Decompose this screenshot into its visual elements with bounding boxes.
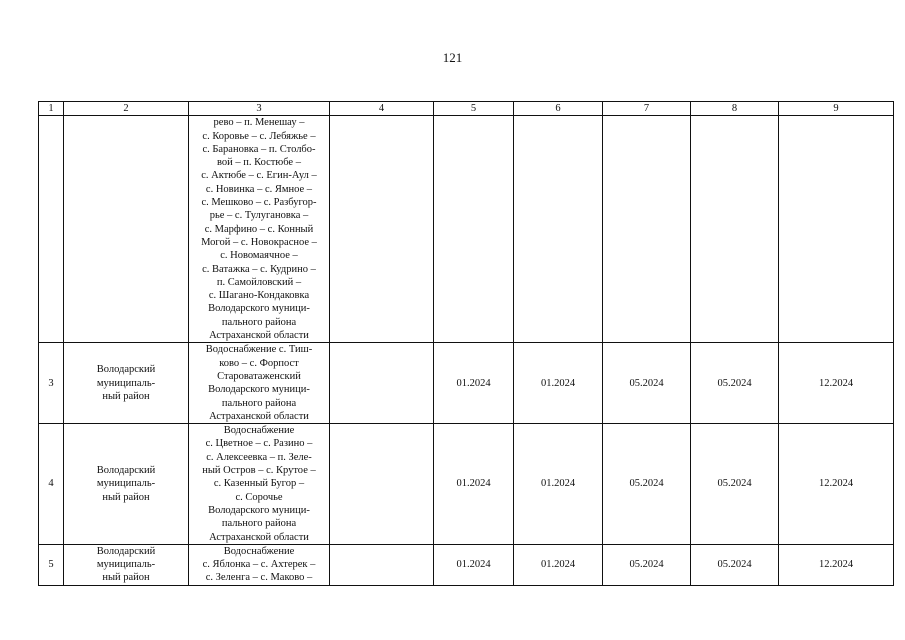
cell-route: Водоснабжение с. Цветное – с. Разино – с. Алексеевка – п. Зеле- ный Остров – с. Крутое – с. Казенный Бугор – с. Сорочье Володарского муници- пального района Астраханской области — [189, 424, 330, 545]
cell-col5: 01.2024 — [434, 544, 514, 585]
page-number: 121 — [442, 50, 463, 65]
column-header-5: 5 — [434, 102, 514, 116]
column-header-4: 4 — [330, 102, 434, 116]
column-header-8: 8 — [691, 102, 779, 116]
cell-num — [39, 116, 64, 343]
table-row — [39, 343, 894, 424]
cell-route: Водоснабжение с. Тиш- ково – с. Форпост Староватаженский Володарского муници- пального района Астраханской области — [189, 343, 330, 424]
cell-col5 — [434, 116, 514, 343]
schedule-table — [38, 101, 894, 586]
cell-col4 — [330, 343, 434, 424]
column-header-1: 1 — [39, 102, 64, 116]
cell-col9 — [779, 116, 894, 343]
column-header-7: 7 — [603, 102, 691, 116]
cell-num: 3 — [39, 343, 64, 424]
cell-col8: 05.2024 — [691, 343, 779, 424]
cell-district — [64, 116, 189, 343]
cell-route: рево – п. Менешау – с. Коровье – с. Лебяжье – с. Барановка – п. Столбо- вой – п. Костюбе – с. Актюбе – с. Егин-Аул – с. Новинка – с. Ямное – с. Мешково – с. Разбугор- рье – с. Тулугановка – с. Марфино – с. Конный Могой – с. Новокрасное – с. Новомаячное – с. Ватажка – с. Кудрино – п. Самойловский – с. Шагано-Кондаковка Володарского муници- пального района Астраханской области — [189, 116, 330, 343]
cell-num: 4 — [39, 424, 64, 545]
cell-col7: 05.2024 — [603, 544, 691, 585]
cell-col4 — [330, 116, 434, 343]
cell-col6: 01.2024 — [514, 343, 603, 424]
cell-col7: 05.2024 — [603, 343, 691, 424]
cell-route: Водоснабжение с. Яблонка – с. Ахтерек – с. Зеленга – с. Маково – — [189, 544, 330, 585]
cell-col9: 12.2024 — [779, 424, 894, 545]
cell-col9: 12.2024 — [779, 544, 894, 585]
cell-col4 — [330, 424, 434, 545]
cell-district: Володарский муниципаль- ный район — [64, 544, 189, 585]
column-header-3: 3 — [189, 102, 330, 116]
cell-col7 — [603, 116, 691, 343]
table-row-continuation — [39, 116, 894, 343]
cell-col5: 01.2024 — [434, 424, 514, 545]
table-row — [39, 424, 894, 545]
cell-col8: 05.2024 — [691, 424, 779, 545]
column-header-2: 2 — [64, 102, 189, 116]
cell-district: Володарский муниципаль- ный район — [64, 343, 189, 424]
table-row — [39, 544, 894, 585]
column-header-9: 9 — [779, 102, 894, 116]
cell-district: Володарский муниципаль- ный район — [64, 424, 189, 545]
cell-col6: 01.2024 — [514, 544, 603, 585]
cell-num: 5 — [39, 544, 64, 585]
cell-col6 — [514, 116, 603, 343]
cell-col8: 05.2024 — [691, 544, 779, 585]
cell-col5: 01.2024 — [434, 343, 514, 424]
cell-col8 — [691, 116, 779, 343]
cell-col4 — [330, 544, 434, 585]
cell-col6: 01.2024 — [514, 424, 603, 545]
header-row — [39, 102, 894, 116]
cell-col7: 05.2024 — [603, 424, 691, 545]
column-header-6: 6 — [514, 102, 603, 116]
cell-col9: 12.2024 — [779, 343, 894, 424]
